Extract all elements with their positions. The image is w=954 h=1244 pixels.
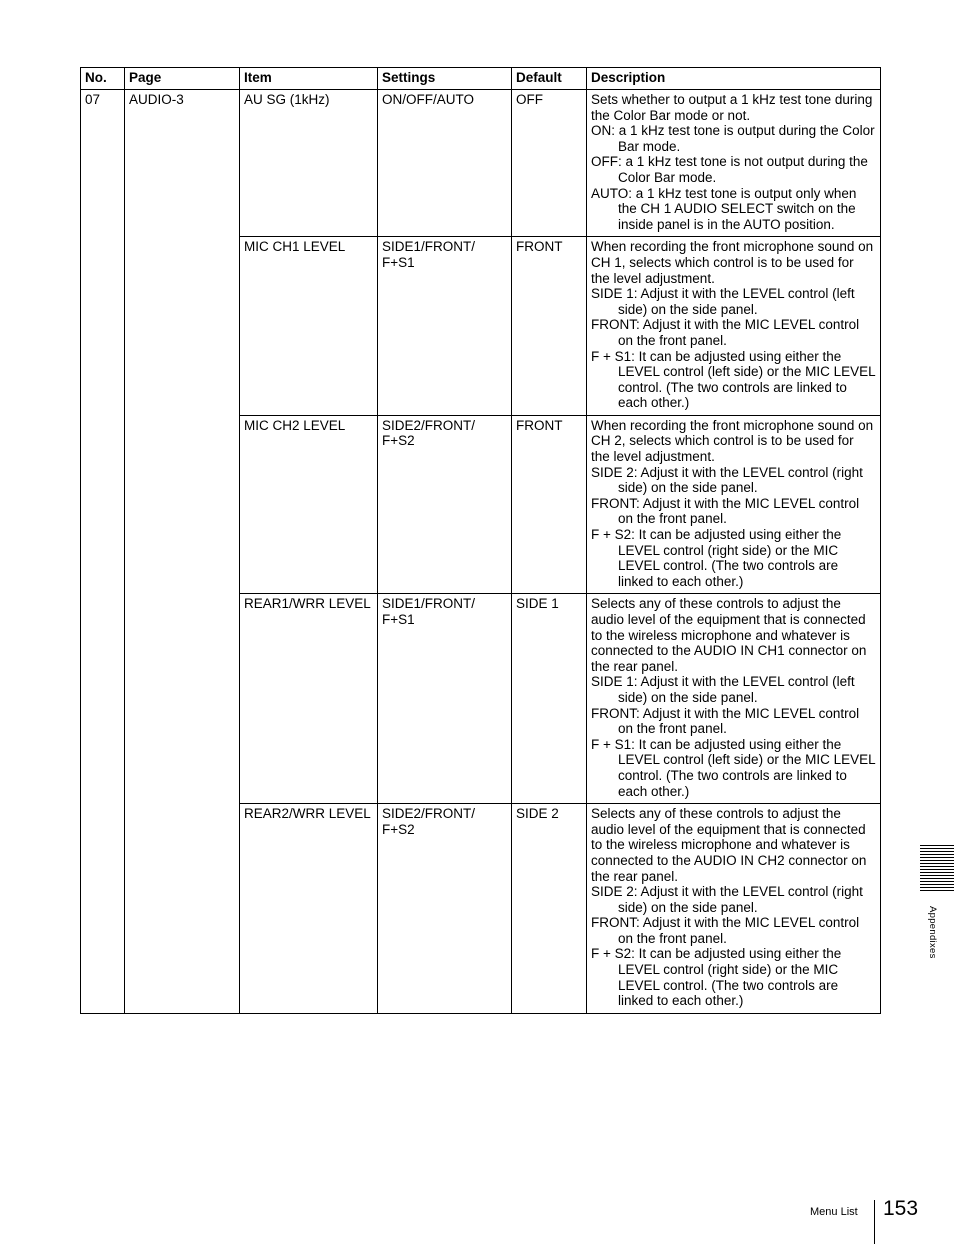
cell-item: REAR2/WRR LEVEL [240, 804, 378, 1014]
table-header-row [81, 68, 881, 90]
description-line: F + S2: It can be adjusted using either the LEVEL control (right side) or the MIC LEVEL control. (The two controls are linked to each other.) [591, 946, 842, 1009]
cell-settings: SIDE2/FRONT/ F+S2 [378, 415, 512, 594]
description-line: F + S1: It can be adjusted using either the LEVEL control (left side) or the MIC LEVEL control. (The two controls are linked to each other.) [591, 348, 876, 411]
header-settings: Settings [378, 68, 512, 90]
cell-default: SIDE 2 [512, 804, 587, 1014]
cell-default: OFF [512, 90, 587, 237]
description-line: FRONT: Adjust it with the MIC LEVEL control on the front panel. [591, 705, 860, 737]
description-line: ON: a 1 kHz test tone is output during the Color Bar mode. [591, 123, 875, 154]
description-line: FRONT: Adjust it with the MIC LEVEL control on the front panel. [591, 915, 860, 946]
description-line: AUTO: a 1 kHz test tone is output only when the CH 1 AUDIO SELECT switch on the inside panel is in the AUTO position. [591, 185, 857, 232]
cell-no: 07 [81, 90, 125, 1014]
cell-settings: SIDE1/FRONT/ F+S1 [378, 237, 512, 416]
header-item: Item [240, 68, 378, 90]
header-no: No. [81, 68, 125, 90]
description-line: FRONT: Adjust it with the MIC LEVEL control on the front panel. [591, 317, 860, 348]
cell-description [587, 237, 881, 416]
cell-settings: ON/OFF/AUTO [378, 90, 512, 237]
cell-settings: SIDE1/FRONT/ F+S1 [378, 594, 512, 804]
cell-default: SIDE 1 [512, 594, 587, 804]
side-section-label: Appendixes [927, 906, 938, 959]
cell-default: FRONT [512, 415, 587, 594]
cell-item: AU SG (1kHz) [240, 90, 378, 237]
table-row [81, 90, 881, 237]
description-line: SIDE 2: Adjust it with the LEVEL control (right side) on the side panel. [591, 464, 863, 496]
description-line: Selects any of these controls to adjust the audio level of the equipment that is connected to the wireless microphone and whatever is connected to the AUDIO IN CH2 connector on the rear panel. [591, 806, 867, 884]
cell-default: FRONT [512, 237, 587, 416]
description-line: Sets whether to output a 1 kHz test tone during the Color Bar mode or not. [591, 92, 873, 123]
cell-description [587, 804, 881, 1014]
description-line: OFF: a 1 kHz test tone is not output during the Color Bar mode. [591, 154, 868, 185]
footer-section-label: Menu List [810, 1206, 858, 1218]
description-line: FRONT: Adjust it with the MIC LEVEL control on the front panel. [591, 495, 860, 527]
footer-divider [874, 1200, 875, 1244]
cell-description [587, 594, 881, 804]
description-line: F + S2: It can be adjusted using either the LEVEL control (right side) or the MIC LEVEL control. (The two controls are linked to each other.) [591, 527, 842, 589]
header-description: Description [587, 68, 881, 90]
description-line: When recording the front microphone sound on CH 1, selects which control is to be used for the level adjustment. [591, 239, 874, 286]
cell-page: AUDIO-3 [125, 90, 240, 1014]
cell-item: REAR1/WRR LEVEL [240, 594, 378, 804]
cell-description [587, 415, 881, 594]
table-body [81, 90, 881, 1014]
cell-settings: SIDE2/FRONT/ F+S2 [378, 804, 512, 1014]
header-page: Page [125, 68, 240, 90]
description-line: F + S1: It can be adjusted using either the LEVEL control (left side) or the MIC LEVEL control. (The two controls are linked to each other.) [591, 736, 876, 799]
description-line: SIDE 2: Adjust it with the LEVEL control (right side) on the side panel. [591, 884, 863, 915]
menu-table [80, 67, 881, 1014]
header-default: Default [512, 68, 587, 90]
cell-item: MIC CH1 LEVEL [240, 237, 378, 416]
cell-item: MIC CH2 LEVEL [240, 415, 378, 594]
description-line: Selects any of these controls to adjust the audio level of the equipment that is connected to the wireless microphone and whatever is connected to the AUDIO IN CH1 connector on the rear panel. [591, 596, 867, 674]
description-line: SIDE 1: Adjust it with the LEVEL control (left side) on the side panel. [591, 286, 855, 317]
cell-description [587, 90, 881, 237]
section-tab-marker [920, 845, 954, 891]
page-number: 153 [883, 1197, 919, 1220]
description-line: SIDE 1: Adjust it with the LEVEL control (left side) on the side panel. [591, 674, 855, 705]
description-line: When recording the front microphone sound on CH 2, selects which control is to be used for the level adjustment. [591, 417, 874, 465]
